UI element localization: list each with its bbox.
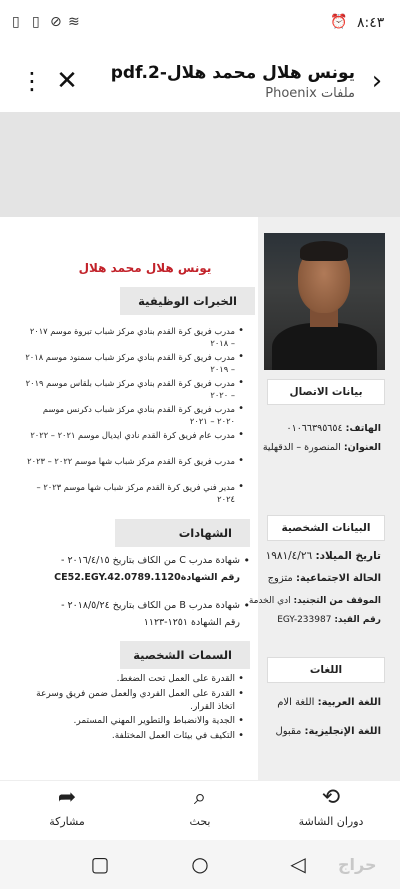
back-nav-button[interactable] <box>283 852 313 876</box>
experience-heading: الخبرات الوظيفية <box>120 287 255 315</box>
sim-icon: ▯ <box>32 14 40 30</box>
experience-item: • مدرب عام فريق كرة القدم نادي ايديال موسم ٢٠٢١ – ٢٠٢٢ <box>25 429 235 441</box>
military-row: الموقف من التجنيد: ادي الخدمة <box>248 596 381 606</box>
watermark-logo: حراج <box>338 855 377 874</box>
trait-item: • التكيف في بيئات العمل المختلفة. <box>20 730 235 743</box>
phone-row: الهاتف: ٠١٠٦٦٣٩٥٦٥٤ <box>286 423 381 434</box>
contact-heading: بيانات الاتصال <box>267 379 385 405</box>
document-source: ملفات Phoenix <box>265 86 355 101</box>
certificate-item: • شهادة مدرب B من الكاف بتاريخ ٢٠١٨/٥/٢٤ - رقم الشهادة ١٢٥١-١١٢٣ <box>10 597 240 631</box>
chevron-right-icon: › <box>371 66 383 96</box>
trait-item: • القدرة على العمل تحت الضغط. <box>20 673 235 686</box>
languages-heading: اللغات <box>267 657 385 683</box>
registration-row: رقم القيد: EGY-233987 <box>277 615 381 625</box>
search-icon: ⌕ <box>193 785 207 810</box>
alarm-icon: ⏰ <box>330 14 348 30</box>
more-vertical-icon: ⋮ <box>20 67 44 95</box>
close-button[interactable] <box>53 66 81 96</box>
no-signal-icon: ⊘ <box>50 14 62 30</box>
experience-item: • مدرب فريق كرة القدم بنادي مركز شباب دكرنس موسم ٢٠٢٠ – ٢٠٢١ <box>25 403 235 427</box>
certificates-heading: الشهادات <box>115 519 250 547</box>
share-button[interactable]: ➦ مشاركة <box>22 784 112 836</box>
more-options-button[interactable] <box>20 66 44 96</box>
english-row: اللغة الإنجليزية: مقبول <box>275 726 381 737</box>
sim-icon: ▯ <box>12 14 20 30</box>
back-button[interactable] <box>364 68 390 98</box>
address-row: العنوان: المنصورة – الدقهلية <box>262 442 381 453</box>
recent-apps-button[interactable] <box>85 852 115 876</box>
experience-item: • مدرب فريق كرة القدم مركز شباب شها موسم ٢٠٢٢ – ٢٠٢٣ <box>25 455 235 467</box>
wifi-icon: ≋ <box>68 14 80 30</box>
experience-item: • مدرب فريق كرة القدم بنادي مركز شباب تبروة موسم ٢٠١٧ – ٢٠١٨ <box>25 325 235 349</box>
triangle-back-icon: ◁ <box>290 852 306 876</box>
arabic-row: اللغة العربية: اللغة الام <box>277 697 381 708</box>
home-button[interactable] <box>185 852 215 876</box>
experience-item: • مدرب فريق كرة القدم بنادي مركز شباب سمنود موسم ٢٠١٨ – ٢٠١٩ <box>25 351 235 375</box>
trait-item: • القدرة على العمل الفردي والعمل ضمن فريق وسرعة اتخاذ القرار. <box>20 688 235 713</box>
personal-heading: البيانات الشخصية <box>267 515 385 541</box>
square-icon: ▢ <box>90 852 110 876</box>
rotate-screen-button[interactable]: ⟲ دوران الشاشة <box>286 784 376 836</box>
experience-item: • مدرب فريق كرة القدم بنادي مركز شباب بلقاس موسم ٢٠١٩ – ٢٠٢٠ <box>25 377 235 401</box>
profile-photo <box>264 233 385 370</box>
marital-row: الحالة الاجتماعية: متزوج <box>267 573 381 584</box>
status-time: ٨:٤٣ <box>357 15 385 31</box>
search-button[interactable]: ⌕ بحث <box>155 784 245 836</box>
close-icon: ✕ <box>56 66 78 96</box>
cv-name: يونس هلال محمد هلال <box>78 261 212 275</box>
certificate-item: • شهادة مدرب C من الكاف بتاريخ ٢٠١٦/٤/١٥ - رقم الشهادةCE52.EGY.42.0789.1120 <box>10 552 240 586</box>
traits-heading: السمات الشخصية <box>120 641 250 669</box>
trait-item: • الجدية والانضباط والتطوير المهني المستمر. <box>20 715 235 728</box>
experience-item: • مدير فني فريق كرة القدم مركز شباب شها موسم ٢٠٢٣ – ٢٠٢٤ <box>25 481 235 505</box>
circle-icon: ○ <box>191 852 209 876</box>
document-title: يونس هلال محمد هلال-pdf.2 <box>110 63 355 83</box>
rotate-icon: ⟲ <box>321 785 341 810</box>
birth-row: تاريخ الميلاد: ١٩٨١/٤/٢٦ <box>265 550 381 562</box>
share-icon: ➦ <box>57 785 77 810</box>
